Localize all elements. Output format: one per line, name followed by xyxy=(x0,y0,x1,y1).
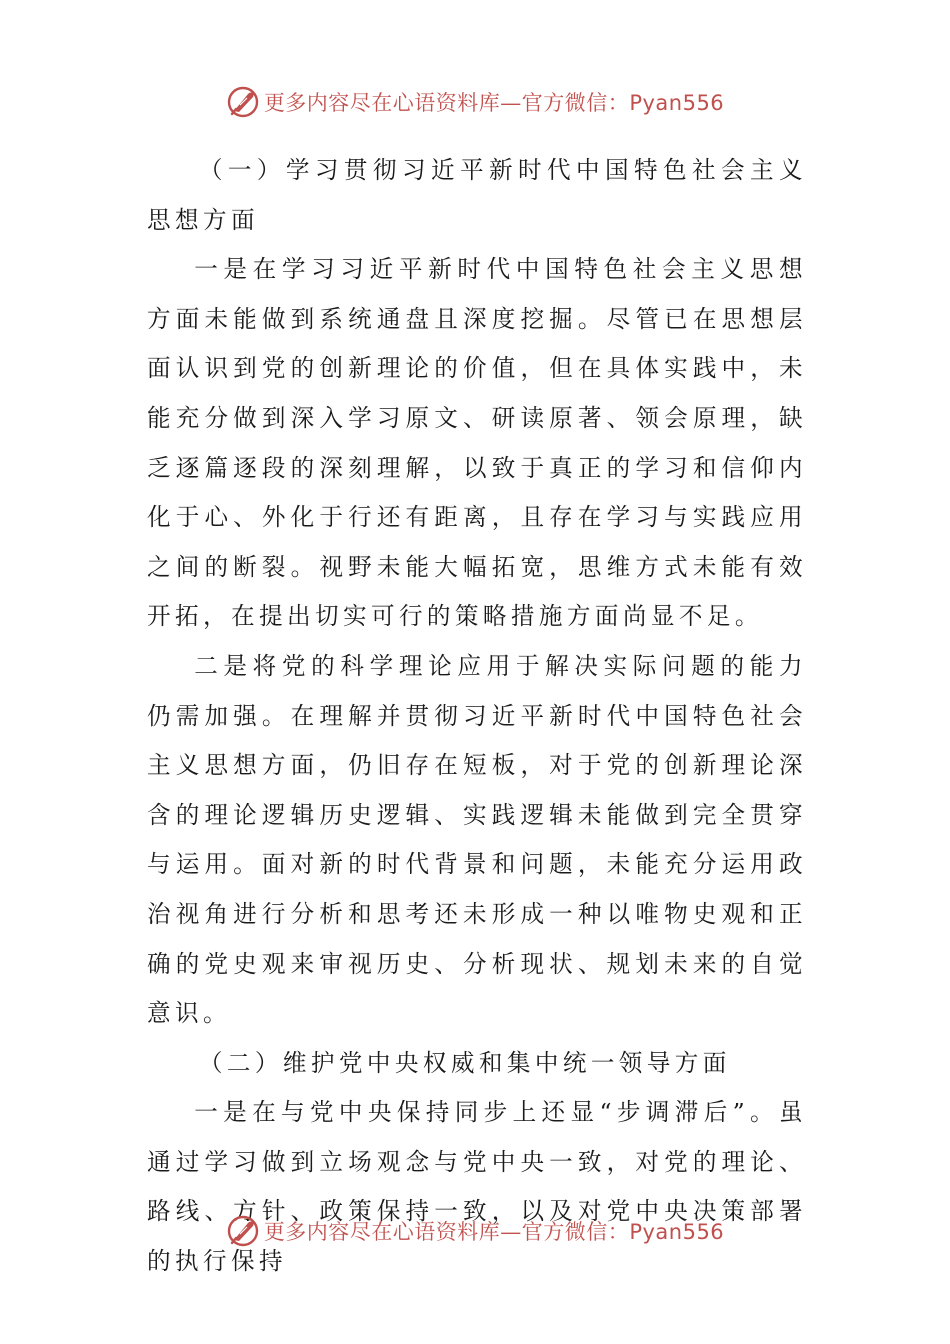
section-heading-1: （一）学习贯彻习近平新时代中国特色社会主义思想方面 xyxy=(147,156,807,234)
document-body xyxy=(147,146,807,1287)
quill-pen-logo-icon xyxy=(226,1214,260,1248)
body-paragraph-2: 二是将党的科学理论应用于解决实际问题的能力仍需加强。在理解并贯彻习近平新时代中国特色社会主义思想方面，仍旧存在短板，对于党的创新理论深含的理论逻辑历史逻辑、实践逻辑未能做到完全贯穿与运用。面对新的时代背景和问题，未能充分运用政治视角进行分析和思考还未形成一种以唯物史观和正确的党史观来审视历史、分析现状、规划未来的自觉意识。 xyxy=(147,651,807,1028)
body-paragraph-3: 一是在与党中央保持同步上还显“步调滞后”。虽通过学习做到立场观念与党中央一致，对党的理论、路线、方针、政策保持一致，以及对党中央决策部署的执行保持 xyxy=(147,1098,807,1276)
watermark-wechat-id: Pyan556 xyxy=(629,91,725,115)
watermark-header xyxy=(0,82,950,122)
body-paragraph-1: 一是在学习习近平新时代中国特色社会主义思想方面未能做到系统通盘且深度挖掘。尽管已在思想层面认识到党的创新理论的价值，但在具体实践中，未能充分做到深入学习原文、研读原著、领会原理，缺乏逐篇逐段的深刻理解，以致于真正的学习和信仰内化于心、外化于行还有距离，且存在学习与实践应用之间的断裂。视野未能大幅拓宽，思维方式未能有效开拓，在提出切实可行的策略措施方面尚显不足。 xyxy=(147,255,807,631)
watermark-wechat-id: Pyan556 xyxy=(629,1220,725,1244)
quill-pen-logo-icon xyxy=(226,85,260,119)
section-heading-2: （二）维护党中央权威和集中统一领导方面 xyxy=(198,1048,731,1077)
watermark-text: 更多内容尽在心语资料库—官方微信：Pyan556 xyxy=(263,91,725,115)
watermark-text: 更多内容尽在心语资料库—官方微信：Pyan556 xyxy=(263,1220,725,1244)
watermark-footer xyxy=(0,1211,950,1251)
